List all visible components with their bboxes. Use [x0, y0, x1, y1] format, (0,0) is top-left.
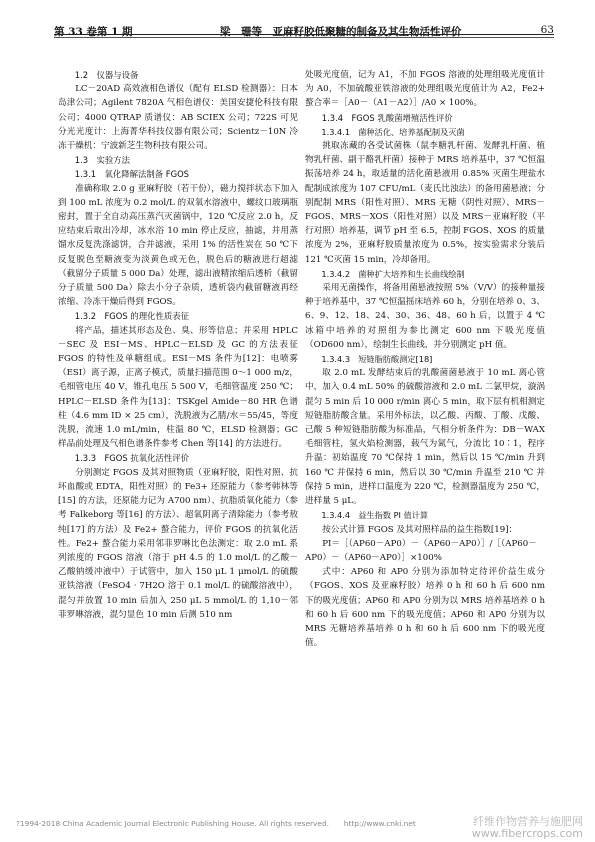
subsubsection-heading: 1.3.4.2 菌种扩大培养和生长曲线绘制 [321, 268, 465, 279]
header-rule [54, 34, 554, 35]
pi-formula: PI＝［（AP60－AP0）－（AP60－AP0）］/［（AP60－AP0）－（AP60－AP0）］×100% [305, 538, 537, 563]
header-rule-thin [54, 37, 554, 38]
paragraph: 处吸光度值，记为 A1，不加 FGOS 溶液的处理组吸光度值计为 A0，不加硫酸亚铁溶液的处理组吸光度值计为 A2，Fe2+ 螯合率＝［A0－（A1－A2）］/A0 × 100%。 [305, 70, 545, 109]
site-watermark: 纤维作物营养与施肥网 www.fibercrops.com [471, 815, 583, 840]
copyright-footer: ?1994-2018 China Academic Journal Electronic Publishing House. All rights reserved. http://www.cnki.net [16, 819, 416, 828]
subsubsection-heading: 1.3.4.1 菌种活化、培养基配制及灭菌 [321, 126, 465, 137]
left-column [58, 68, 298, 622]
right-column [305, 68, 545, 650]
running-title: 梁 珊等 亚麻籽胶低聚糖的制备及其生物活性评价 [220, 26, 462, 38]
section-heading: 1.3 实验方法 [74, 155, 130, 166]
paragraph: 式中：AP60 和 AP0 分别为添加特定待评价益生成分（FGOS、XOS 及亚麻籽胶）培养 0 h 和 60 h 后 600 nm 下的吸光度值；AP60 和 AP0 分别为以 MRS 培养基培养 0 h 和 60 h 后 600 nm 下的吸光度值；AP60 和 AP0 分别为以 MRS 无糖培养基培养 0 h 和 60 h 后 600 nm 下的吸光度值。 [305, 567, 545, 649]
subsubsection-heading: 1.3.4.3 短链脂肪酸测定[18] [321, 354, 433, 365]
paragraph: 采用无菌操作，将备用菌悬液按照 5%（V/V）的接种量接种于培养基中，37 ℃恒温摇床培养 60 h，分别在培养 0、3、6、9、12、18、24、30、36、48、60 h 后，以置于 4 ℃ 冰箱中培养的对照组为参比测定 600 nm 下吸光度值（OD600 nm），绘制生长曲线，并分别测定 pH 值。 [305, 283, 545, 350]
journal-issue: 第 33 卷第 1 期 [54, 26, 133, 38]
paragraph: 挑取冻藏的各受试菌株（鼠李糖乳杆菌、发酵乳杆菌、植物乳杆菌、副干酪乳杆菌）接种于 MRS 培养基中，37 ℃恒温振荡培养 24 h，取适量的活化菌悬液用 0.85% 灭菌生理盐水配制成浓度为 107 CFU/mL（麦氏比浊法）的备用菌悬液；分别配制 MRS（阳性对照）、MRS 无糖（阴性对照）、MRS－FGOS、MRS－XOS（阳性对照）以及 MRS－亚麻籽胶（平行对照）培养基，调节 pH 至 6.5，控制 FGOS、XOS 的质量浓度为 2%，亚麻籽胶质量浓度为 0.5%，按实验需求分装后 121 ℃灭菌 15 min，冷却备用。 [305, 141, 545, 265]
page-header [40, 14, 560, 48]
subsection-heading: 1.3.2 FGOS 的理化性质表征 [74, 311, 189, 322]
section-heading: 1.2 仪器与设备 [74, 70, 139, 80]
page-number: 63 [540, 24, 554, 36]
paragraph: 准确称取 2.0 g 亚麻籽胶（若干份），磁力搅拌状态下加入到 100 mL 浓度为 0.2 mol/L 的双氧水溶液中，螺纹口玻璃瓶密封，置于全自动高压蒸汽灭菌锅中，120 ℃反应 2.0 h，反应结束后取出冷却，冰水浴 10 min 停止反应，抽滤，并用蒸馏水反复洗涤滤饼，合并滤液，采用 1% 的活性炭在 50 ℃下反复脱色至糖液变为淡黄色或无色，脱色后的糖液进行超滤（截留分子质量 5 000 Da）处理，滤出液精浓缩后透析（截留分子质量 500 Da）除去小分子杂质，透析袋内截留糖液再经浓缩、冷冻干燥后得到 FGOS。 [58, 183, 298, 308]
subsection-heading: 1.3.1 氧化降解法制备 FGOS [74, 169, 189, 180]
paragraph: LC－20AD 高效液相色谱仪（配有 ELSD 检测器）：日本岛津公司；Agilent 7820A 气相色谱仪：美国安捷伦科技有限公司；4000 QTRAP 质谱仪：AB SCIEX 公司；722S 可见分光光度计：上海菁华科技仪器有限公司；Scientz－10N 冷冻干燥机：宁波新芝生物科技有限公司。 [58, 84, 298, 152]
paragraph: 将产品，描述其形态及色、臭、形等信息；并采用 HPLC－SEC 及 ESI－MS、HPLC－ELSD 及 GC 的方法表征 FGOS 的特性及单糖组成。ESI－MS 条件为[12]：电喷雾（ESI）离子源，正离子模式，质量扫描范围 0～1 000 m/z，毛细管电压 40 V，锥孔电压 5 500 V，毛细管温度 250 ℃；HPLC－ELSD 条件为[13]：TSKgel Amide－80 HR 色谱柱（4.6 mm ID × 25 cm），洗脱液为乙腈/水＝55/45，等度洗脱，流速 1.0 mL/min，柱温 80 ℃，ELSD 检测器；GC 样品前处理及气相色谱条件参考 Chen 等[14] 的方法进行。 [58, 325, 298, 450]
subsubsection-heading: 1.3.4.4 益生指数 PI 值计算 [321, 510, 429, 521]
paragraph: 按公式计算 FGOS 及其对照样品的益生指数[19]： [322, 524, 518, 535]
subsection-heading: 1.3.4 FGOS 乳酸菌增殖活性评价 [321, 112, 453, 123]
paragraph: 取 2.0 mL 发酵结束后的乳酸菌菌悬液于 10 mL 离心管中，加入 0.4 mL 50% 的硫酸溶液和 2.0 mL 二氯甲烷，漩涡混匀 5 min 后 10 000 r/min 离心 5 min，取下层有机相测定短链脂肪酸含量。采用外标法，以乙酸、丙酸、丁酸、戊酸、己酸 5 种短链脂肪酸为标准品，气相分析条件为：DB－WAX 毛细管柱，氢火焰检测器，载气为氮气，分流比 10∶1，程序升温：初始温度 70 ℃保持 1 min，然后以 15 ℃/min 升到 160 ℃ 并保持 6 min，然后以 30 ℃/min 升温至 210 ℃ 并保持 5 min，进样口温度为 220 ℃，检测器温度为 250 ℃，进样量 5 μL。 [305, 368, 545, 507]
paragraph: 分别测定 FGOS 及其对照物质（亚麻籽胶，阳性对照、抗坏血酸或 EDTA，阳性对照）的 Fe3+ 还原能力（参考韩林等[15] 的方法，还原能力记为 A700 nm）、抗脂质氧化能力（参考 Falkeborg 等[16] 的方法）、超氧阴离子清除能力（参考敖纯[17] 的方法）及 Fe2+ 螯合能力，评价 FGOS 的抗氧化活性。Fe2+ 螯合能力采用邻菲罗啉比色法测定：取 2.0 mL 系列浓度的 FGOS 溶液（溶于 pH 4.5 的 1.0 mol/L 的乙酸－乙酸钠缓冲液中）于试管中，加入 150 μL 1 μmol/L 的硫酸亚铁溶液（FeSO4 · 7H2O 溶于 0.1 mol/L 的硫酸溶液中），混匀并放置 10 min 后加入 250 μL 5 mmol/L 的 1,10－邻菲罗啉溶液，混匀显色 10 min 后测 510 nm [58, 467, 298, 620]
subsection-heading: 1.3.3 FGOS 抗氧化活性评价 [74, 453, 189, 464]
